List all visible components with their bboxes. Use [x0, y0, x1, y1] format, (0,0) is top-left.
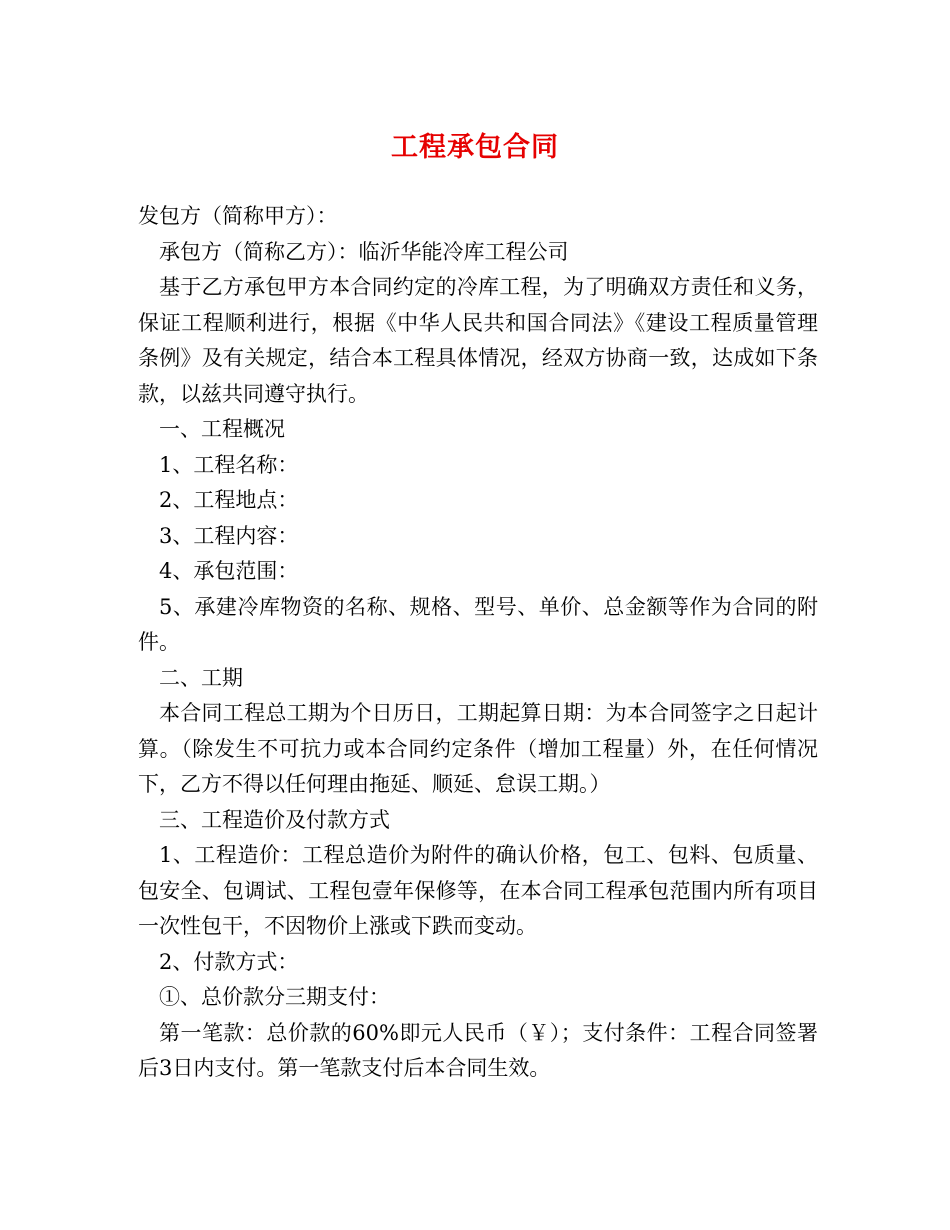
party-a-line: 发包方（简称甲方）： — [138, 204, 338, 228]
clause-project-cost: 1、工程造价：工程总造价为附件的确认价格，包工、包料、包质量、包安全、包调试、工程包壹年保修等，在本合同工程承包范围内所有项目一次性包干，不因物价上涨或下跌而变动。 — [138, 843, 818, 938]
document-body — [138, 199, 818, 1087]
clause-materials-annex: 5、承建冷库物资的名称、规格、型号、单价、总金额等作为合同的附件。 — [138, 594, 818, 654]
party-b-line: 承包方（简称乙方）：临沂华能冷库工程公司 — [159, 239, 569, 264]
clause-installments: ①、总价款分三期支付： — [159, 985, 390, 1009]
clause-project-location: 2、工程地点： — [159, 488, 299, 512]
clause-payment-method: 2、付款方式： — [159, 949, 299, 974]
preamble-paragraph: 基于乙方承包甲方本合同约定的冷库工程，为了明确双方责任和义务，保证工程顺利进行，根据《中华人民共和国合同法》《建设工程质量管理条例》及有关规定，结合本工程具体情况，经双方协商一致，达成如下条款，以兹共同遵守执行。 — [138, 275, 818, 406]
duration-paragraph: 本合同工程总工期为个日历日，工期起算日期：为本合同签字之日起计算。（除发生不可抗力或本合同约定条件（增加工程量）外，在任何情况下，乙方不得以任何理由拖延、顺延、怠误工期。） — [138, 701, 818, 796]
document-title: 工程承包合同 — [391, 132, 559, 163]
section-heading-duration: 二、工期 — [159, 665, 243, 690]
clause-first-payment: 第一笔款：总价款的60%即元人民币（￥）；支付条件：工程合同签署后3日内支付。第一笔款支付后本合同生效。 — [138, 1020, 818, 1080]
clause-contract-scope: 4、承包范围： — [159, 559, 299, 583]
clause-project-name: 1、工程名称： — [159, 452, 299, 477]
section-heading-cost-payment: 三、工程造价及付款方式 — [159, 807, 390, 832]
clause-project-content: 3、工程内容： — [159, 523, 299, 548]
section-heading-overview: 一、工程概况 — [159, 417, 285, 441]
